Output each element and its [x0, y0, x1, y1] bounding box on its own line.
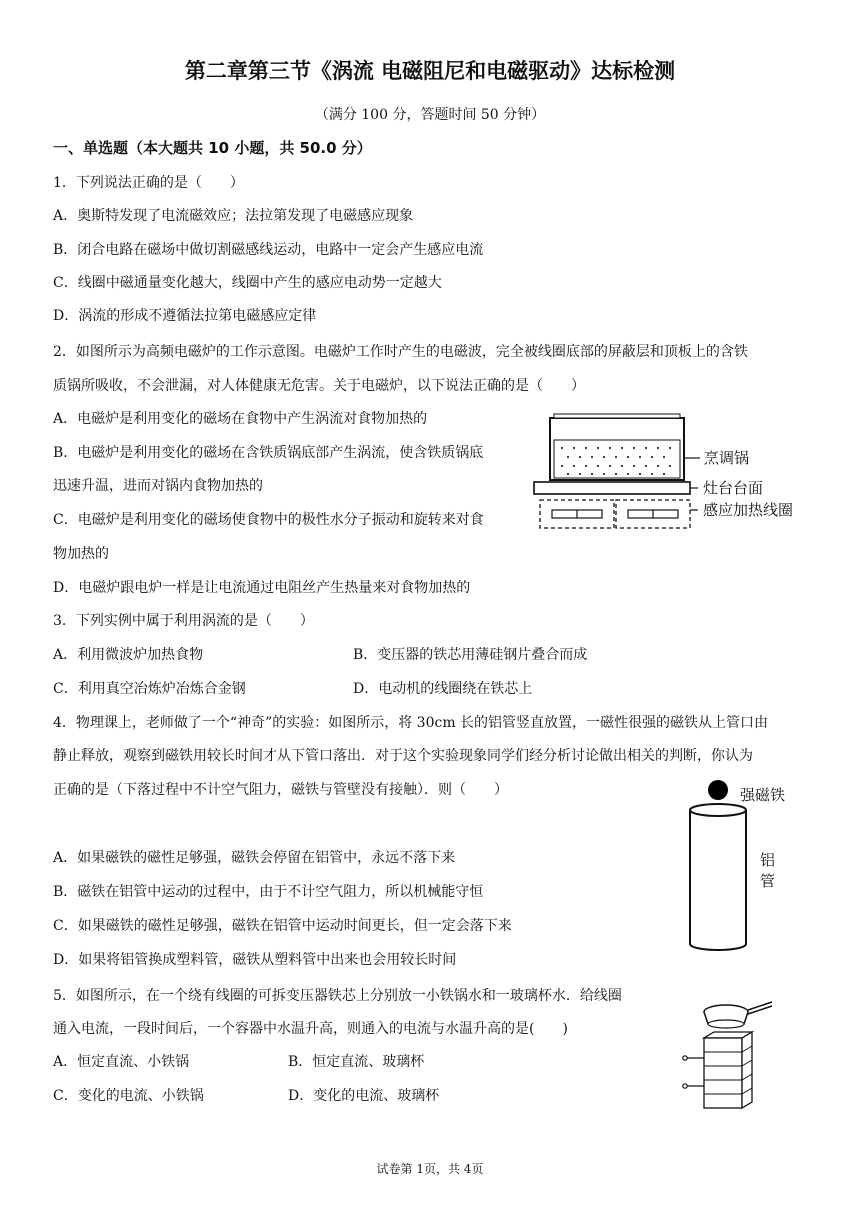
question-1-option-d: D．涡流的形成不遵循法拉第电磁感应定律 — [53, 308, 317, 324]
question-4-stem-line1: 4．物理课上，老师做了一个“神奇”的实验：如图所示，将 30cm 长的铝管竖直放置，一磁性很强的磁铁从上管口由 — [53, 715, 769, 731]
page-title: 第二章第三节《涡流 电磁阻尼和电磁驱动》达标检测 — [184, 59, 676, 83]
question-2-option-b-cont: 迅速升温，进而对锅内食物加热的 — [53, 478, 263, 494]
question-2-option-c-cont: 物加热的 — [53, 546, 109, 562]
question-4-option-a: A．如果磁铁的磁性足够强，磁铁会停留在铝管中，永远不落下来 — [53, 850, 456, 866]
question-4-option-d: D．如果将铝管换成塑料管，磁铁从塑料管中出来也会用较长时间 — [53, 952, 457, 968]
question-5-option-c: C．变化的电流、小铁锅 — [53, 1088, 204, 1104]
page-subtitle: （满分 100 分，答题时间 50 分钟） — [314, 107, 546, 123]
section-heading: 一、单选题（本大题共 10 小题，共 50.0 分） — [53, 139, 372, 157]
question-4-option-c: C．如果磁铁的磁性足够强，磁铁在铝管中运动时间更长，但一定会落下来 — [53, 918, 512, 934]
question-5-option-d: D．变化的电流、玻璃杯 — [288, 1088, 440, 1104]
question-2-stem-line1: 2．如图所示为高频电磁炉的工作示意图。电磁炉工作时产生的电磁波，完全被线圈底部的屏蔽层和顶板上的含铁 — [53, 344, 748, 360]
label-heating-coil: 感应加热线圈 — [703, 501, 794, 519]
page-footer: 试卷第 1页，共 4页 — [376, 1162, 484, 1176]
label-countertop: 灶台台面 — [703, 479, 764, 497]
label-aluminum: 铝 — [760, 851, 776, 869]
question-5-stem-line2: 通入电流，一段时间后，一个容器中水温升高，则通入的电流与水温升高的是( ) — [53, 1021, 568, 1037]
question-1-option-c: C．线圈中磁通量变化越大，线圈中产生的感应电动势一定越大 — [53, 275, 442, 291]
label-cooking-pot: 烹调锅 — [704, 449, 750, 467]
question-5-stem-line1: 5．如图所示，在一个绕有线圈的可拆变压器铁芯上分别放一小铁锅水和一玻璃杯水．给线圈 — [53, 988, 622, 1004]
question-5-option-a: A．恒定直流、小铁锅 — [53, 1054, 190, 1070]
question-4-option-b: B．磁铁在铝管中运动的过程中，由于不计空气阻力，所以机械能守恒 — [53, 884, 484, 900]
question-4-stem-line3: 正确的是（下落过程中不计空气阻力，磁铁与管壁没有接触）．则（ ） — [53, 782, 508, 798]
question-3-option-d: D．电动机的线圈绕在铁芯上 — [353, 681, 533, 697]
label-strong-magnet: 强磁铁 — [740, 786, 786, 804]
transformer-core-figure — [678, 996, 778, 1114]
question-2-option-b: B．电磁炉是利用变化的磁场在含铁质锅底部产生涡流，使含铁质锅底 — [53, 445, 484, 461]
question-3-option-c: C．利用真空冶炼炉冶炼合金钢 — [53, 681, 246, 697]
question-1-option-a: A．奥斯特发现了电流磁效应；法拉第发现了电磁感应现象 — [53, 208, 414, 224]
question-1-option-b: B．闭合电路在磁场中做切割磁感线运动，电路中一定会产生感应电流 — [53, 242, 484, 258]
question-1-stem: 1．下列说法正确的是（ ） — [53, 175, 244, 191]
question-3-option-b: B．变压器的铁芯用薄硅钢片叠合而成 — [353, 647, 588, 663]
question-2-option-c: C．电磁炉是利用变化的磁场使食物中的极性水分子振动和旋转来对食 — [53, 512, 484, 528]
question-3-option-a: A．利用微波炉加热食物 — [53, 647, 204, 663]
question-3-stem: 3．下列实例中属于利用涡流的是（ ） — [53, 613, 314, 629]
question-2-option-a: A．电磁炉是利用变化的磁场在食物中产生涡流对食物加热的 — [53, 411, 428, 427]
question-4-stem-line2: 静止释放，观察到磁铁用较长时间才从下管口落出．对于这个实验现象同学们经分析讨论做出相关的判断，你认为 — [53, 748, 753, 764]
question-2-option-d: D．电磁炉跟电炉一样是让电流通过电阻丝产生热量来对食物加热的 — [53, 580, 471, 596]
question-5-option-b: B．恒定直流、玻璃杯 — [288, 1054, 425, 1070]
label-tube: 管 — [760, 872, 776, 890]
question-2-stem-line2: 质锅所吸收，不会泄漏，对人体健康无危害。关于电磁炉，以下说法正确的是（ ） — [53, 378, 585, 394]
